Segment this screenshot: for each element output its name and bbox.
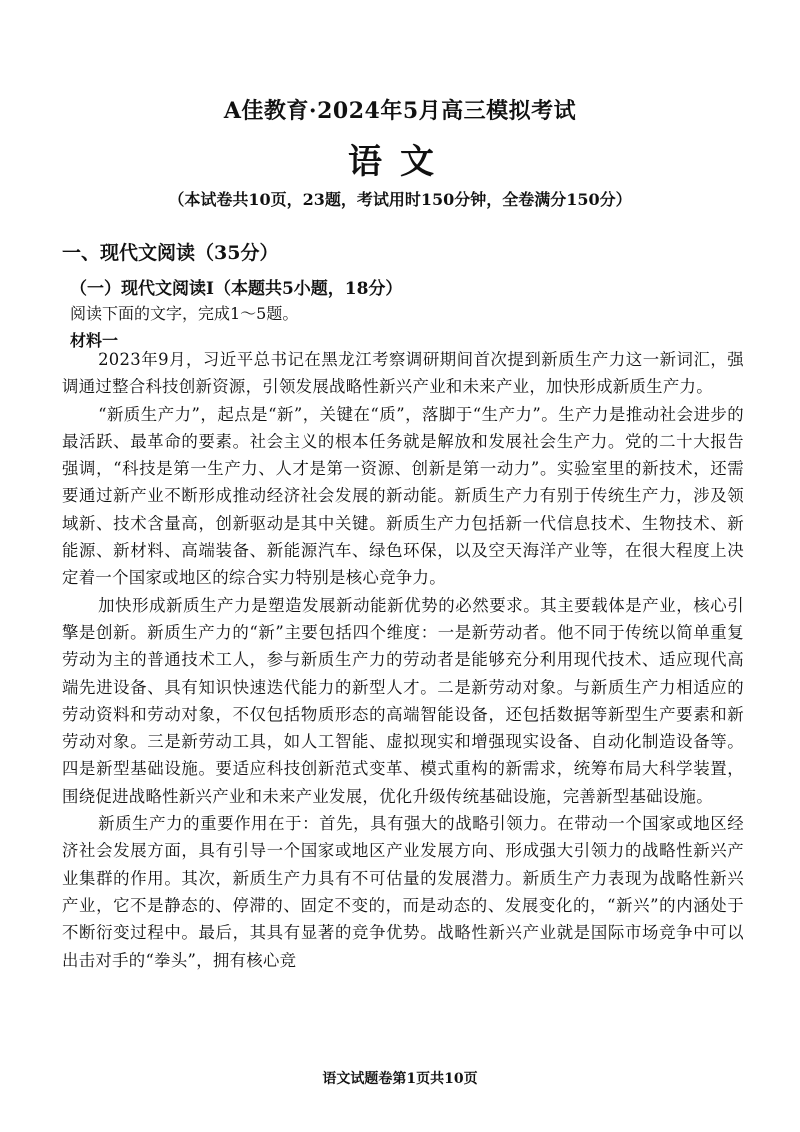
paragraph-3: 加快形成新质生产力是塑造发展新动能新优势的必然要求。其主要载体是产业，核心引擎是创新。新质生产力的“新”主要包括四个维度：一是新劳动者。他不同于传统以简单重复劳动为主的普通技术工人，参与新质生产力的劳动者是能够充分利用现代技术、适应现代高端先进设备、具有知识快速迭代能力的新型人才。二是新劳动对象。与新质生产力相适应的劳动资料和劳动对象，不仅包括物质形态的高端智能设备，还包括数据等新型生产要素和新劳动对象。三是新劳动工具，如人工智能、虚拟现实和增强现实设备、自动化制造设备等。四是新型基础设施。要适应科技创新范式变革、模式重构的新需求，统筹布局大科学装置，围绕促进战略性新兴产业和未来产业发展，优化升级传统基础设施，完善新型基础设施。 <box>62 595 744 806</box>
exam-title: A佳教育·2024年5月高三模拟考试 <box>223 98 577 124</box>
section-heading: 一、现代文阅读（35分） <box>62 242 279 264</box>
reading-instruction: 阅读下面的文字，完成1～5题。 <box>70 304 299 323</box>
paragraph-1: 2023年9月，习近平总书记在黑龙江考察调研期间首次提到新质生产力这一新词汇，强调通过整合科技创新资源，引领发展战略性新兴产业和未来产业，加快形成新质生产力。 <box>62 350 744 397</box>
subsection-heading: （一）现代文阅读Ⅰ（本题共5小题，18分） <box>70 279 403 299</box>
subject-title: 语文 <box>348 142 452 182</box>
exam-info: （本试卷共10页，23题，考试用时150分钟，全卷满分150分） <box>168 190 632 209</box>
material-label: 材料一 <box>70 331 119 350</box>
paragraph-2: “新质生产力”，起点是“新”，关键在“质”，落脚于“生产力”。生产力是推动社会进步的最活跃、最革命的要素。社会主义的根本任务就是解放和发展社会生产力。党的二十大报告强调，“科技是第一生产力、人才是第一资源、创新是第一动力”。实验室里的新技术，还需要通过新产业不断形成推动经济社会发展的新动能。新质生产力有别于传统生产力，涉及领域新、技术含量高，创新驱动是其中关键。新质生产力包括新一代信息技术、生物技术、新能源、新材料、高端装备、新能源汽车、绿色环保，以及空天海洋产业等，在很大程度上决定着一个国家或地区的综合实力特别是核心竞争力。 <box>62 404 744 588</box>
page-footer: 语文试题卷第1页共10页 <box>322 1071 478 1087</box>
article-body <box>62 346 744 974</box>
paragraph-4: 新质生产力的重要作用在于：首先，具有强大的战略引领力。在带动一个国家或地区经济社会发展方面，具有引导一个国家或地区产业发展方向、形成强大引领力的战略性新兴产业集群的作用。其次，新质生产力具有不可估量的发展潜力。新质生产力表现为战略性新兴产业，它不是静态的、停滞的、固定不变的，而是动态的、发展变化的，“新兴”的内涵处于不断衍变过程中。最后，其具有显著的竞争优势。战略性新兴产业就是国际市场竞争中可以出击对手的“拳头”，拥有核心竞 <box>62 814 744 970</box>
